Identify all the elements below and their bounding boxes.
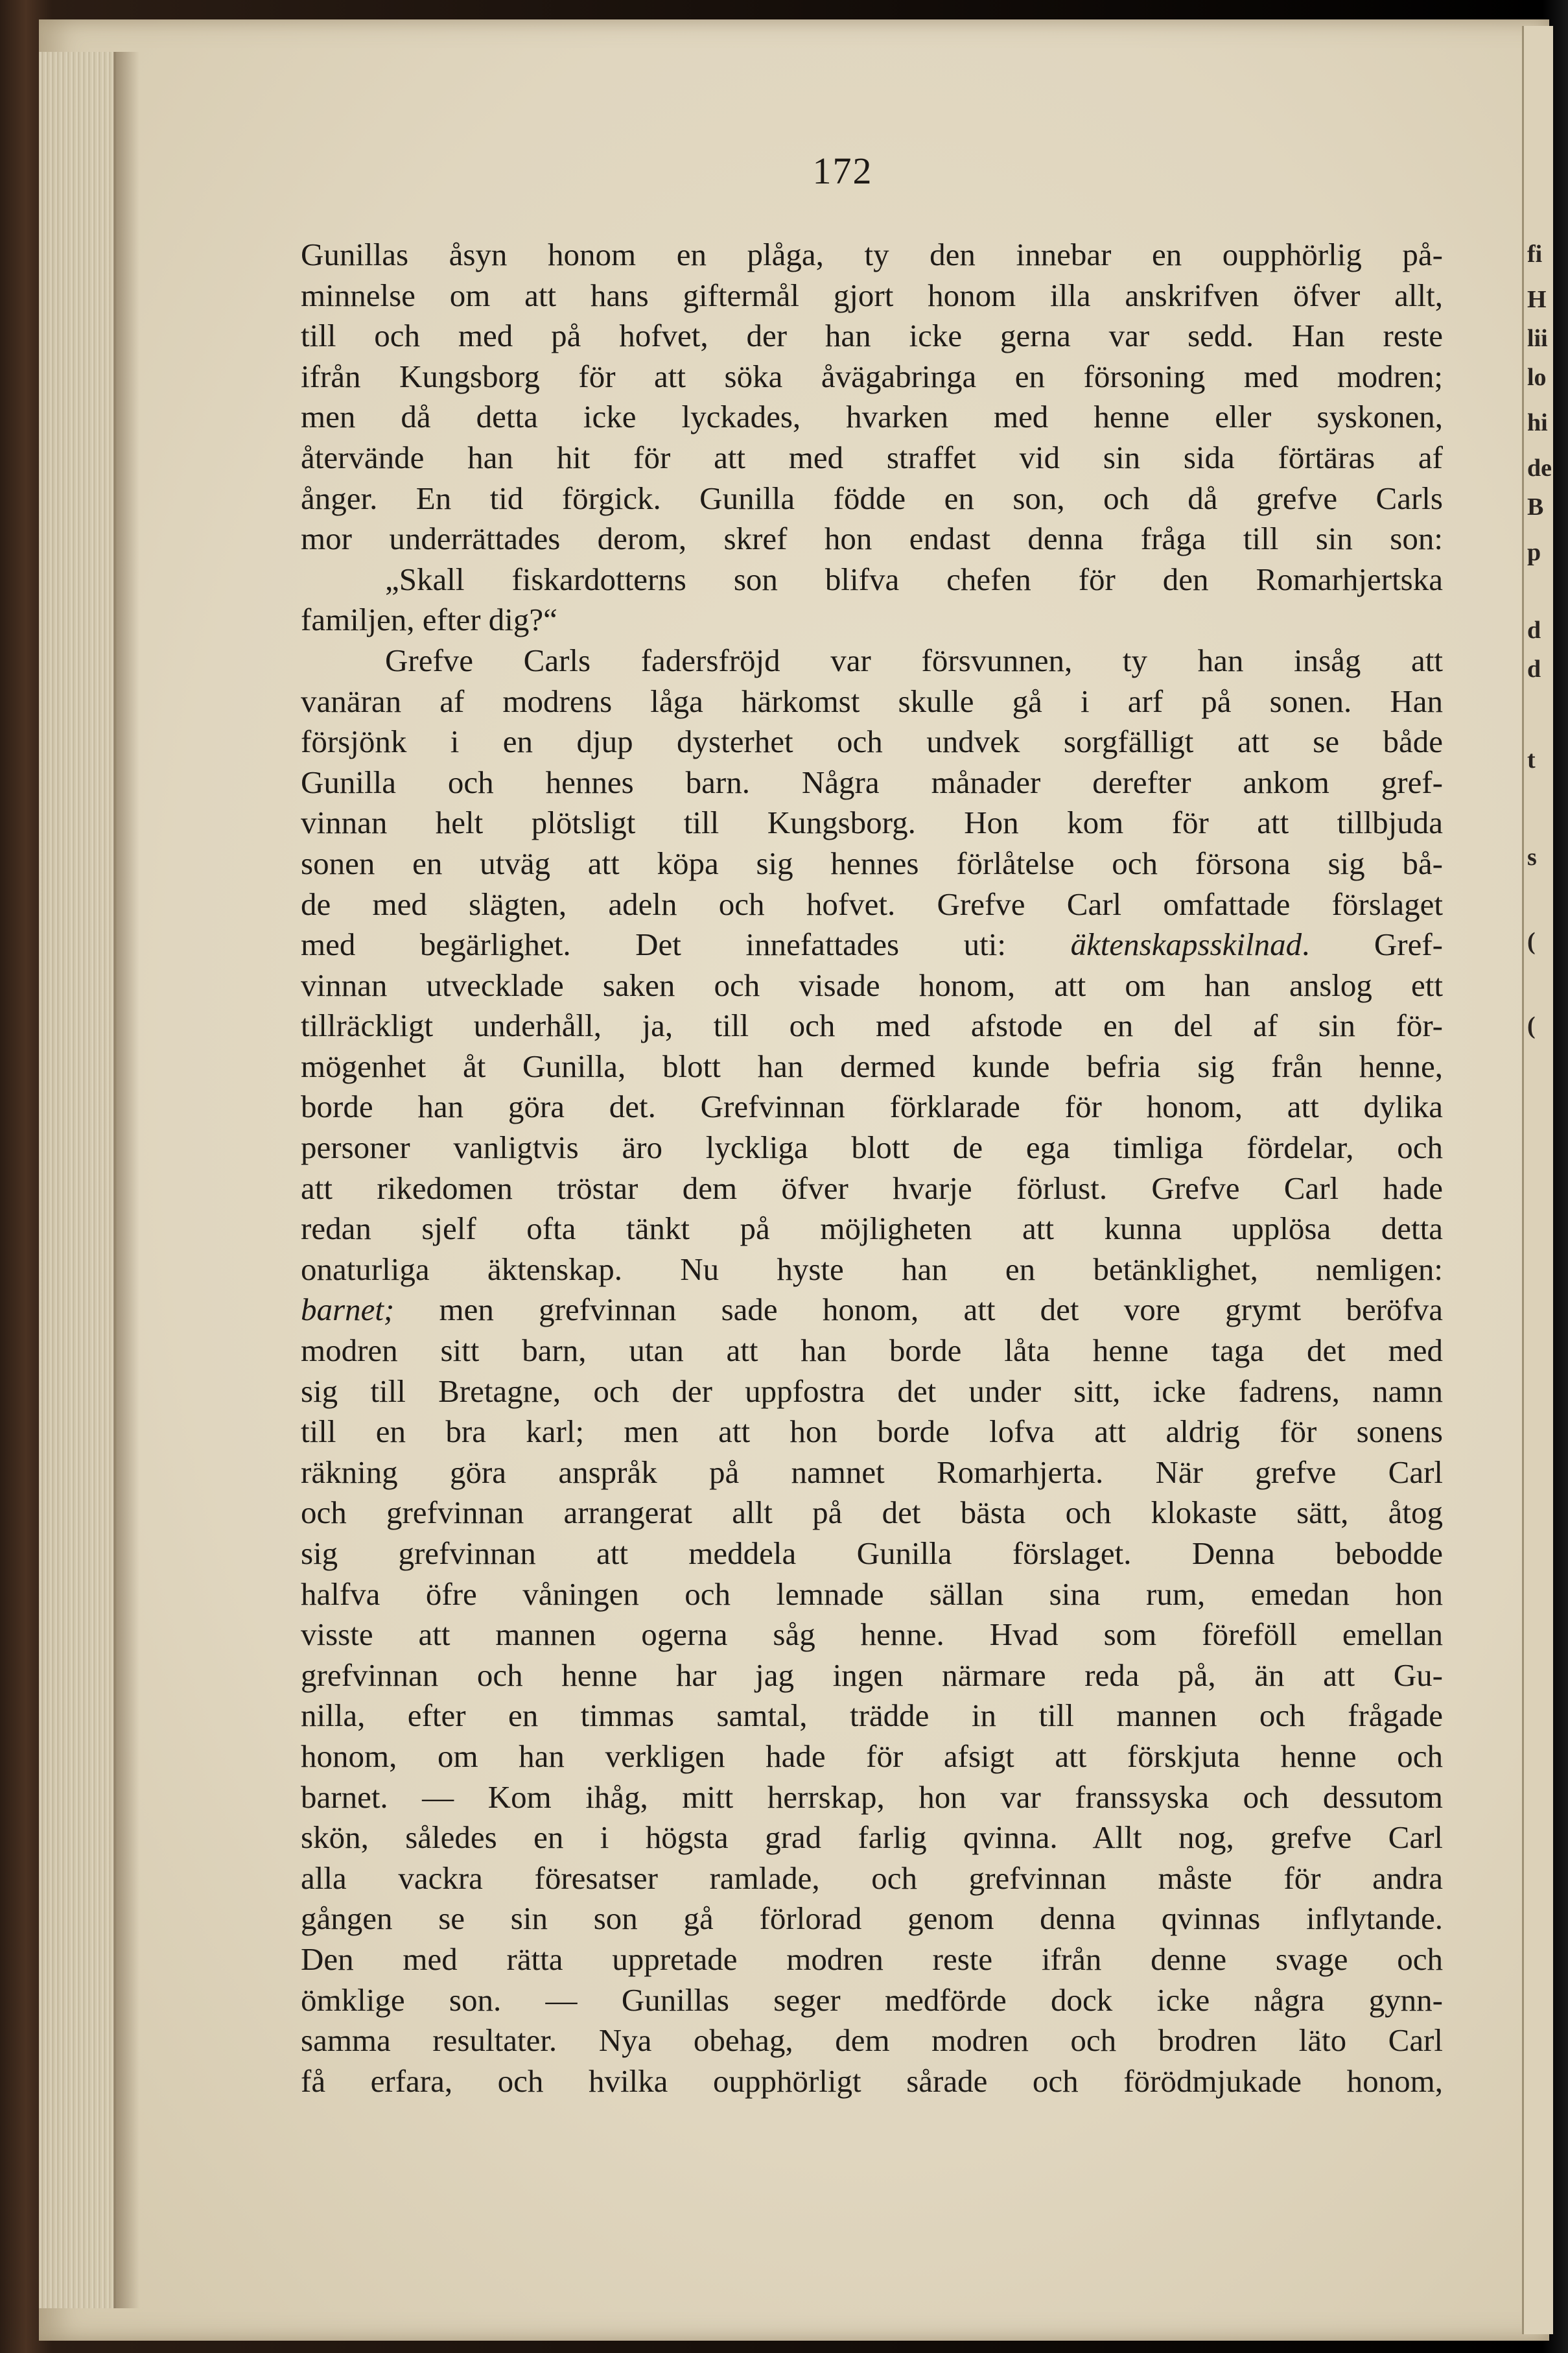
- text-line: [301, 1452, 1443, 1493]
- text-line-content: få erfara, och hvilka oupphörligt sårade och förödmjukade honom,: [301, 2063, 1443, 2099]
- text-line: [301, 681, 1443, 722]
- text-line-content: mögenhet åt Gunilla, blott han dermed kunde befria sig från henne,: [301, 1048, 1443, 1084]
- text-line-content: till och med på hofvet, der han icke gerna var sedd. Han reste: [301, 318, 1443, 354]
- text-line-content: Gunillas åsyn honom en plåga, ty den innebar en oupphörlig på-: [301, 237, 1443, 272]
- facing-page-glyph: H: [1527, 286, 1547, 313]
- facing-page-glyph: fi: [1527, 241, 1543, 268]
- text-line: [301, 600, 1443, 641]
- text-line: [301, 2020, 1443, 2061]
- text-line-content: „Skall fiskardotterns son blifva chefen för den Romarhjertska: [385, 561, 1443, 597]
- text-line: [301, 1655, 1443, 1696]
- text-line: [301, 560, 1443, 600]
- text-line: [301, 965, 1443, 1006]
- text-line: [301, 1533, 1443, 1574]
- facing-page-glyph: de: [1527, 455, 1552, 482]
- facing-page-glyph: B: [1527, 493, 1544, 521]
- facing-page-glyph: (: [1527, 928, 1536, 955]
- text-line-content: ifrån Kungsborg för att söka åvägabringa en försoning med modren;: [301, 358, 1443, 394]
- text-line-content: skön, således en i högsta grad farlig qvinna. Allt nog, grefve Carl: [301, 1819, 1443, 1856]
- text-line-content: samma resultater. Nya obehag, dem modren och brodren läto Carl: [301, 2022, 1443, 2059]
- text-line-content: Gunilla och hennes barn. Några månader derefter ankom gref-: [301, 764, 1443, 800]
- text-line-content: ånger. En tid förgick. Gunilla födde en son, och då grefve Carls: [301, 480, 1443, 516]
- text-line-content: vanäran af modrens låga härkomst skulle gå i arf på sonen. Han: [301, 683, 1443, 719]
- text-line-content: vinnan helt plötsligt till Kungsborg. Hon kom för att tillbjuda: [301, 805, 1443, 841]
- text-line: [301, 1777, 1443, 1818]
- text-line-content: och grefvinnan arrangerat allt på det bästa och klokaste sätt, åtog: [301, 1495, 1443, 1531]
- facing-page-glyph: t: [1527, 746, 1536, 774]
- facing-page-glyph: lii: [1527, 325, 1548, 352]
- text-line-content: räkning göra anspråk på namnet Romarhjerta. När grefve Carl: [301, 1454, 1443, 1490]
- text-line-content: ömklige son. — Gunillas seger medförde dock icke några gynn-: [301, 1981, 1443, 2018]
- text-line: [301, 1087, 1443, 1128]
- text-line: [301, 276, 1443, 316]
- text-line: [301, 1128, 1443, 1168]
- text-line: [301, 1858, 1443, 1899]
- text-line: [301, 1330, 1443, 1371]
- body-text: [301, 235, 1443, 2101]
- facing-page-glyph: lo: [1527, 364, 1547, 391]
- text-line-tail: . Gref-: [1302, 927, 1443, 963]
- text-line: [301, 1371, 1443, 1412]
- text-line-content: redan sjelf ofta tänkt på möjligheten att kunna upplösa detta: [301, 1211, 1443, 1247]
- text-line-content: grefvinnan och henne har jag ingen närmare reda på, än att Gu-: [301, 1657, 1443, 1693]
- text-line-content: tillräckligt underhåll, ja, till och med afstode en del af sin för-: [301, 1008, 1443, 1044]
- text-line-content: nilla, efter en timmas samtal, trädde in till mannen och frågade: [301, 1697, 1443, 1734]
- facing-page-glyph: d: [1527, 656, 1541, 683]
- text-line-content: familjen, efter dig?“: [301, 602, 557, 638]
- text-line-content: honom, om han verkligen hade för afsigt att förskjuta henne och: [301, 1738, 1443, 1774]
- text-line-content: med begärlighet. Det innefattades uti:: [301, 927, 1071, 963]
- text-line: [301, 357, 1443, 397]
- text-line: [301, 1209, 1443, 1249]
- text-line-content: till en bra karl; men att hon borde lofva att aldrig för sonens: [301, 1413, 1443, 1450]
- facing-page-glyph: d: [1527, 617, 1541, 644]
- text-line: [301, 438, 1443, 479]
- text-line-content: alla vackra föresatser ramlade, och grefvinnan måste för andra: [301, 1860, 1443, 1896]
- text-line: [301, 884, 1443, 925]
- facing-page-glyph: (: [1527, 1012, 1536, 1039]
- text-line-content: borde han göra det. Grefvinnan förklarade för honom, att dylika: [301, 1089, 1443, 1125]
- page-number: 172: [812, 150, 873, 192]
- text-line-content: att rikedomen tröstar dem öfver hvarje förlust. Grefve Carl hade: [301, 1170, 1443, 1206]
- text-line: [301, 1574, 1443, 1615]
- page-edges: [39, 52, 117, 2308]
- text-line-content: försjönk i en djup dysterhet och undvek sorgfälligt att se både: [301, 724, 1443, 760]
- text-line: [301, 1939, 1443, 1980]
- text-line: [301, 641, 1443, 681]
- text-line: [301, 1168, 1443, 1209]
- text-line-content: vinnan utvecklade saken och visade honom, att om han anslog ett: [301, 967, 1443, 1003]
- text-line-content: visste att mannen ogerna såg henne. Hvad som föreföll emellan: [301, 1616, 1443, 1653]
- text-line: [301, 1696, 1443, 1736]
- text-line: [301, 803, 1443, 844]
- text-line-content: de med slägten, adeln och hofvet. Grefve Carl omfattade förslaget: [301, 886, 1443, 922]
- text-line: [301, 763, 1443, 803]
- text-line-content: personer vanligtvis äro lyckliga blott de ega timliga fördelar, och: [301, 1129, 1443, 1166]
- text-line-content: men då detta icke lyckades, hvarken med henne eller syskonen,: [301, 399, 1443, 435]
- text-line-content: återvände han hit för att med straffet vid sin sida förtäras af: [301, 439, 1443, 475]
- text-line: [301, 722, 1443, 763]
- text-line: [301, 2061, 1443, 2102]
- italic-text: äktenskapsskilnad: [1070, 927, 1302, 963]
- facing-page-glyph: p: [1527, 539, 1541, 566]
- text-line-content: mor underrättades derom, skref hon endast denna fråga till sin son:: [301, 521, 1443, 557]
- text-line: [301, 1290, 1443, 1330]
- text-line-content: gången se sin son gå förlorad genom denna qvinnas inflytande.: [301, 1900, 1443, 1937]
- text-line-content: halfva öfre våningen och lemnade sällan sina rum, emedan hon: [301, 1576, 1443, 1612]
- text-line: [301, 479, 1443, 519]
- text-line: [301, 1980, 1443, 2021]
- text-line: [301, 235, 1443, 276]
- text-line: [301, 397, 1443, 438]
- text-line: [301, 1493, 1443, 1533]
- text-line: [301, 1736, 1443, 1777]
- facing-page-glyph: hi: [1527, 409, 1548, 436]
- facing-page-glyph: s: [1527, 844, 1537, 871]
- text-line-tail: men grefvinnan sade honom, att det vore grymt beröfva: [394, 1292, 1443, 1328]
- text-line-content: sig till Bretagne, och der uppfostra det under sitt, icke fadrens, namn: [301, 1373, 1443, 1409]
- text-line-content: sonen en utväg att köpa sig hennes förlåtelse och försona sig bå-: [301, 845, 1443, 881]
- text-line: [301, 519, 1443, 560]
- text-line: [301, 1817, 1443, 1858]
- text-line: [301, 844, 1443, 884]
- text-line: [301, 1412, 1443, 1452]
- italic-text: barnet;: [301, 1292, 395, 1328]
- text-line-content: Den med rätta uppretade modren reste ifrån denne svage och: [301, 1941, 1443, 1977]
- text-line: [301, 1614, 1443, 1655]
- text-line: [301, 1006, 1443, 1046]
- spine-shadow: [113, 52, 139, 2308]
- text-line-content: barnet. — Kom ihåg, mitt herrskap, hon var franssyska och dessutom: [301, 1779, 1443, 1815]
- text-line-content: onaturliga äktenskap. Nu hyste han en betänklighet, nemligen:: [301, 1251, 1443, 1287]
- text-line-content: Grefve Carls fadersfröjd var försvunnen, ty han insåg att: [385, 642, 1443, 678]
- text-line: [301, 1249, 1443, 1290]
- text-line: [301, 1898, 1443, 1939]
- text-line-content: modren sitt barn, utan att han borde låta henne taga det med: [301, 1332, 1443, 1369]
- text-line: [301, 925, 1443, 965]
- text-line-content: minnelse om att hans giftermål gjort honom illa anskrifven öfver allt,: [301, 277, 1443, 313]
- text-line: [301, 316, 1443, 357]
- text-line-content: sig grefvinnan att meddela Gunilla förslaget. Denna bebodde: [301, 1535, 1443, 1571]
- text-line: [301, 1046, 1443, 1087]
